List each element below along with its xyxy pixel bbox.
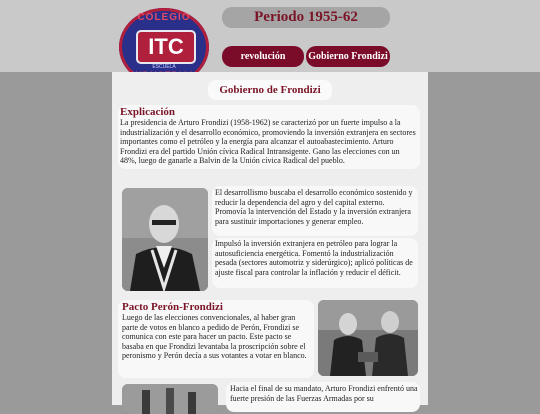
- frondizi-portrait-photo: [122, 188, 208, 291]
- pacto-card: [118, 300, 314, 378]
- portrait-illustration: [122, 188, 208, 291]
- desarrollismo-text: El desarrollismo buscaba el desarrollo económico sostenido y reducir la dependencia del agro y del capital externo. Promovía la intervención del Estado y la inversión extranjera para sustituir importaciones y generar empleo.: [215, 188, 413, 226]
- period-title: Periodo 1955-62: [222, 7, 390, 28]
- logo-sub-text: ESCUELA: [152, 64, 176, 70]
- meeting-illustration: [318, 300, 418, 376]
- desarrollismo-card: [212, 186, 418, 236]
- nav-button-revolucion[interactable]: revolución: [222, 46, 304, 67]
- final-mandato-card: [226, 382, 420, 412]
- logo-itc-text: ITC: [136, 30, 196, 64]
- peron-frondizi-photo: [318, 300, 418, 376]
- military-photo: [122, 384, 218, 414]
- explicacion-card: [118, 105, 420, 169]
- pacto-text: Luego de las elecciones convencionales, al haber gran parte de votos en blanco a pedido de Perón, Frondizi se comunica con este para hacer un pacto. Este pacto se basaba en que Frondizi levantaba la proscripción sobre el peronismo y Perón decía a sus votantes a votar en blanco.: [122, 313, 307, 361]
- logo-ring-top-text: COLEGIO: [137, 12, 191, 23]
- pacto-title: Pacto Perón-Frondizi: [122, 301, 223, 313]
- explicacion-title: Explicación: [120, 106, 176, 118]
- explicacion-text: La presidencia de Arturo Frondizi (1958-1962) se caracterizó por un fuerte impulso a la industrialización y el desarrollo económico, promoviendo la inversión extranjera en sectores importantes como el petróleo y la energía para alcanzar el autoabastecimiento. Arturo Frondizi era del partido Unión cívica Radical Intransigente. Gano las elecciones con un 48%, luego de ganarle a Balvin de la Unión cívica Radical del pueblo.: [120, 118, 416, 166]
- header-bar: [0, 0, 540, 72]
- final-mandato-text: Hacia el final de su mandato, Arturo Frondizi enfrentó una fuerte presión de las Fuerzas Armadas por su: [230, 384, 418, 403]
- petroleo-text: Impulsó la inversión extranjera en petróleo para lograr la autosuficiencia energética. Fomentó la industrialización pesada (sectores automotriz y siderúrgico); aplicó políticas de ajuste fiscal para controlar la inflación y reducir el déficit.: [215, 239, 413, 277]
- military-illustration: [122, 384, 218, 414]
- section-title: Gobierno de Frondizi: [208, 80, 332, 100]
- petroleo-card: [212, 238, 418, 288]
- main-content: [112, 72, 428, 405]
- nav-button-gobierno-frondizi[interactable]: Gobierno Frondizi: [306, 46, 390, 67]
